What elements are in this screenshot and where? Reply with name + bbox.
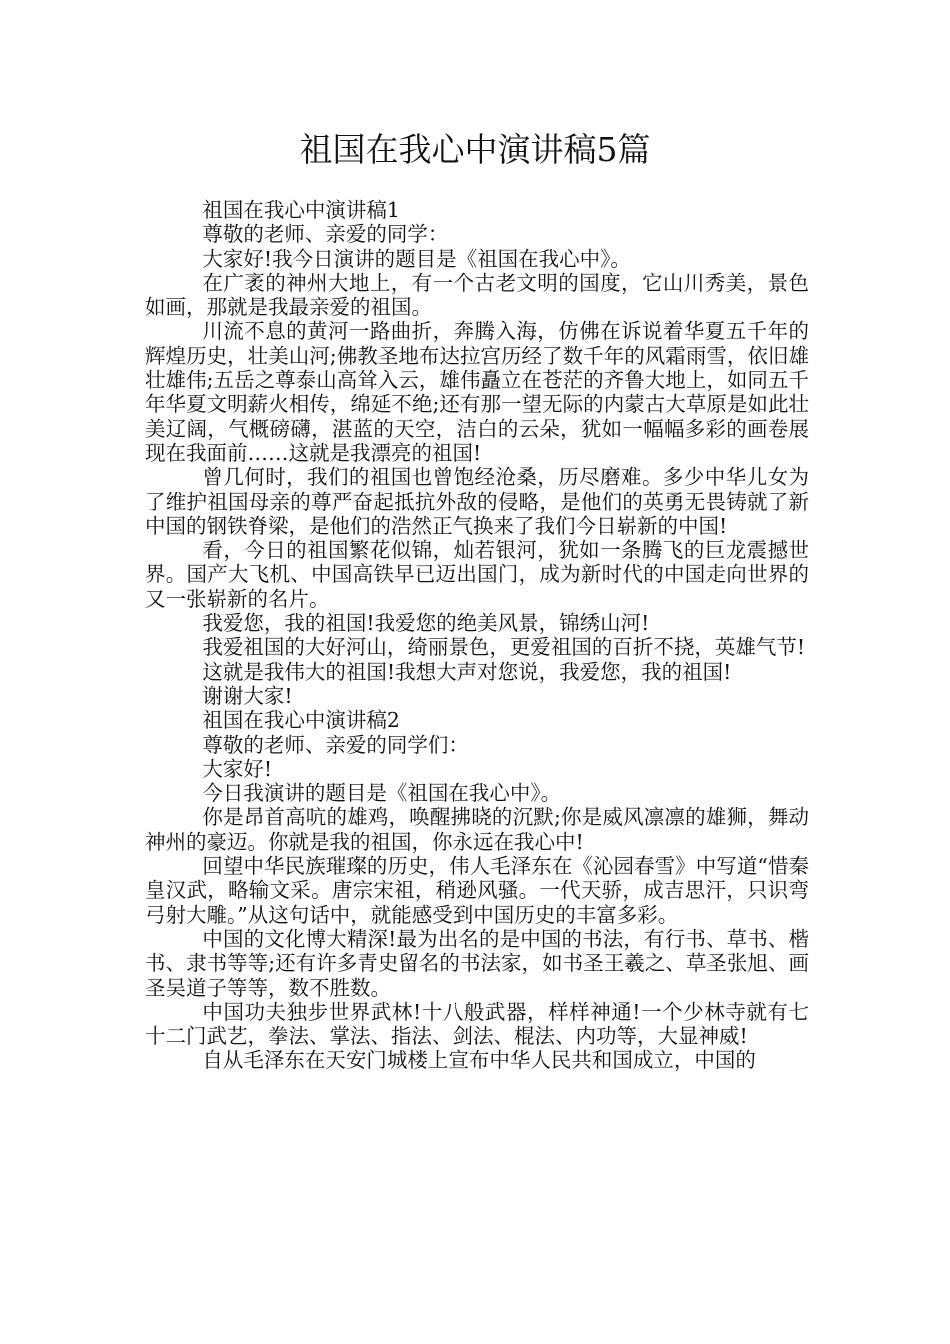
document-title: 祖国在我心中演讲稿5篇: [299, 130, 651, 169]
paragraph: 你是昂首高吭的雄鸡，唤醒拂晓的沉默;你是威风凛凛的雄狮，舞动神州的豪迈。你就是我的祖国，你永远在我心中!: [145, 805, 809, 854]
paragraph: 我爱祖国的大好河山，绮丽景色，更爱祖国的百折不挠，英雄气节!: [202, 635, 806, 660]
paragraph: 大家好!我今日演讲的题目是《祖国在我心中》。: [202, 246, 631, 271]
paragraph: 中国功夫独步世界武林!十八般武器，样样神通!一个少林寺就有七十二门武艺，拳法、掌法、指法、剑法、棍法、内功等，大显神威!: [145, 999, 809, 1049]
paragraph: 大家好!: [202, 756, 273, 781]
paragraph: 曾几何时，我们的祖国也曾饱经沧桑，历尽磨难。多少中华儿女为了维护祖国母亲的尊严奋起抵抗外敌的侵略，是他们的英勇无畏铸就了新中国的钢铁脊梁，是他们的浩然正气换来了我们今日崭新的中国!: [145, 465, 809, 538]
paragraph: 谢谢大家!: [202, 683, 293, 708]
paragraph: 尊敬的老师、亲爱的同学：: [202, 222, 449, 247]
paragraph: 回望中华民族璀璨的历史，伟人毛泽东在《沁园春雪》中写道“惜秦皇汉武，略输文采。唐宗宋祖，稍逊风骚。一代天骄，成吉思汗，只识弯弓射大雕。”从这句话中，就能感受到中国历史的丰富多彩。: [145, 854, 809, 927]
paragraph: 这就是我伟大的祖国!我想大声对您说，我爱您，我的祖国!: [202, 659, 732, 684]
paragraph: 中国的文化博大精深!最为出名的是中国的书法，有行书、草书、楷书、隶书等等;还有许多青史留名的书法家，如书圣王羲之、草圣张旭、画圣吴道子等等，数不胜数。: [145, 926, 809, 1000]
document-body: [145, 198, 809, 1073]
paragraph: 祖国在我心中演讲稿2: [202, 708, 400, 733]
paragraph: 看，今日的祖国繁花似锦，灿若银河，犹如一条腾飞的巨龙震撼世界。国产大飞机、中国高铁早已迈出国门，成为新时代的中国走向世界的又一张崭新的名片。: [145, 538, 809, 611]
paragraph: 我爱您，我的祖国!我爱您的绝美风景，锦绣山河!: [202, 611, 650, 636]
paragraph: 在广袤的神州大地上，有一个古老文明的国度，它山川秀美，景色如画，那就是我最亲爱的祖国。: [145, 270, 809, 320]
paragraph: 祖国在我心中演讲稿1: [202, 198, 400, 222]
paragraph: 尊敬的老师、亲爱的同学们：: [202, 732, 469, 757]
paragraph: 自从毛泽东在天安门城楼上宣布中华人民共和国成立，中国的: [202, 1048, 756, 1073]
paragraph: 今日我演讲的题目是《祖国在我心中》。: [202, 781, 562, 806]
paragraph: 川流不息的黄河一路曲折，奔腾入海，仿佛在诉说着华夏五千年的辉煌历史，壮美山河;佛教圣地布达拉宫历经了数千年的风霜雨雪，依旧雄壮雄伟;五岳之尊泰山高耸入云，雄伟矗立在苍茫的齐鲁大地上，如同五千年华夏文明薪火相传，绵延不绝;还有那一望无际的内蒙古大草原是如此壮美辽阔，气概磅礴，湛蓝的天空，洁白的云朵，犹如一幅幅多彩的画卷展现在我面前……这就是我漂亮的祖国!: [145, 319, 809, 465]
